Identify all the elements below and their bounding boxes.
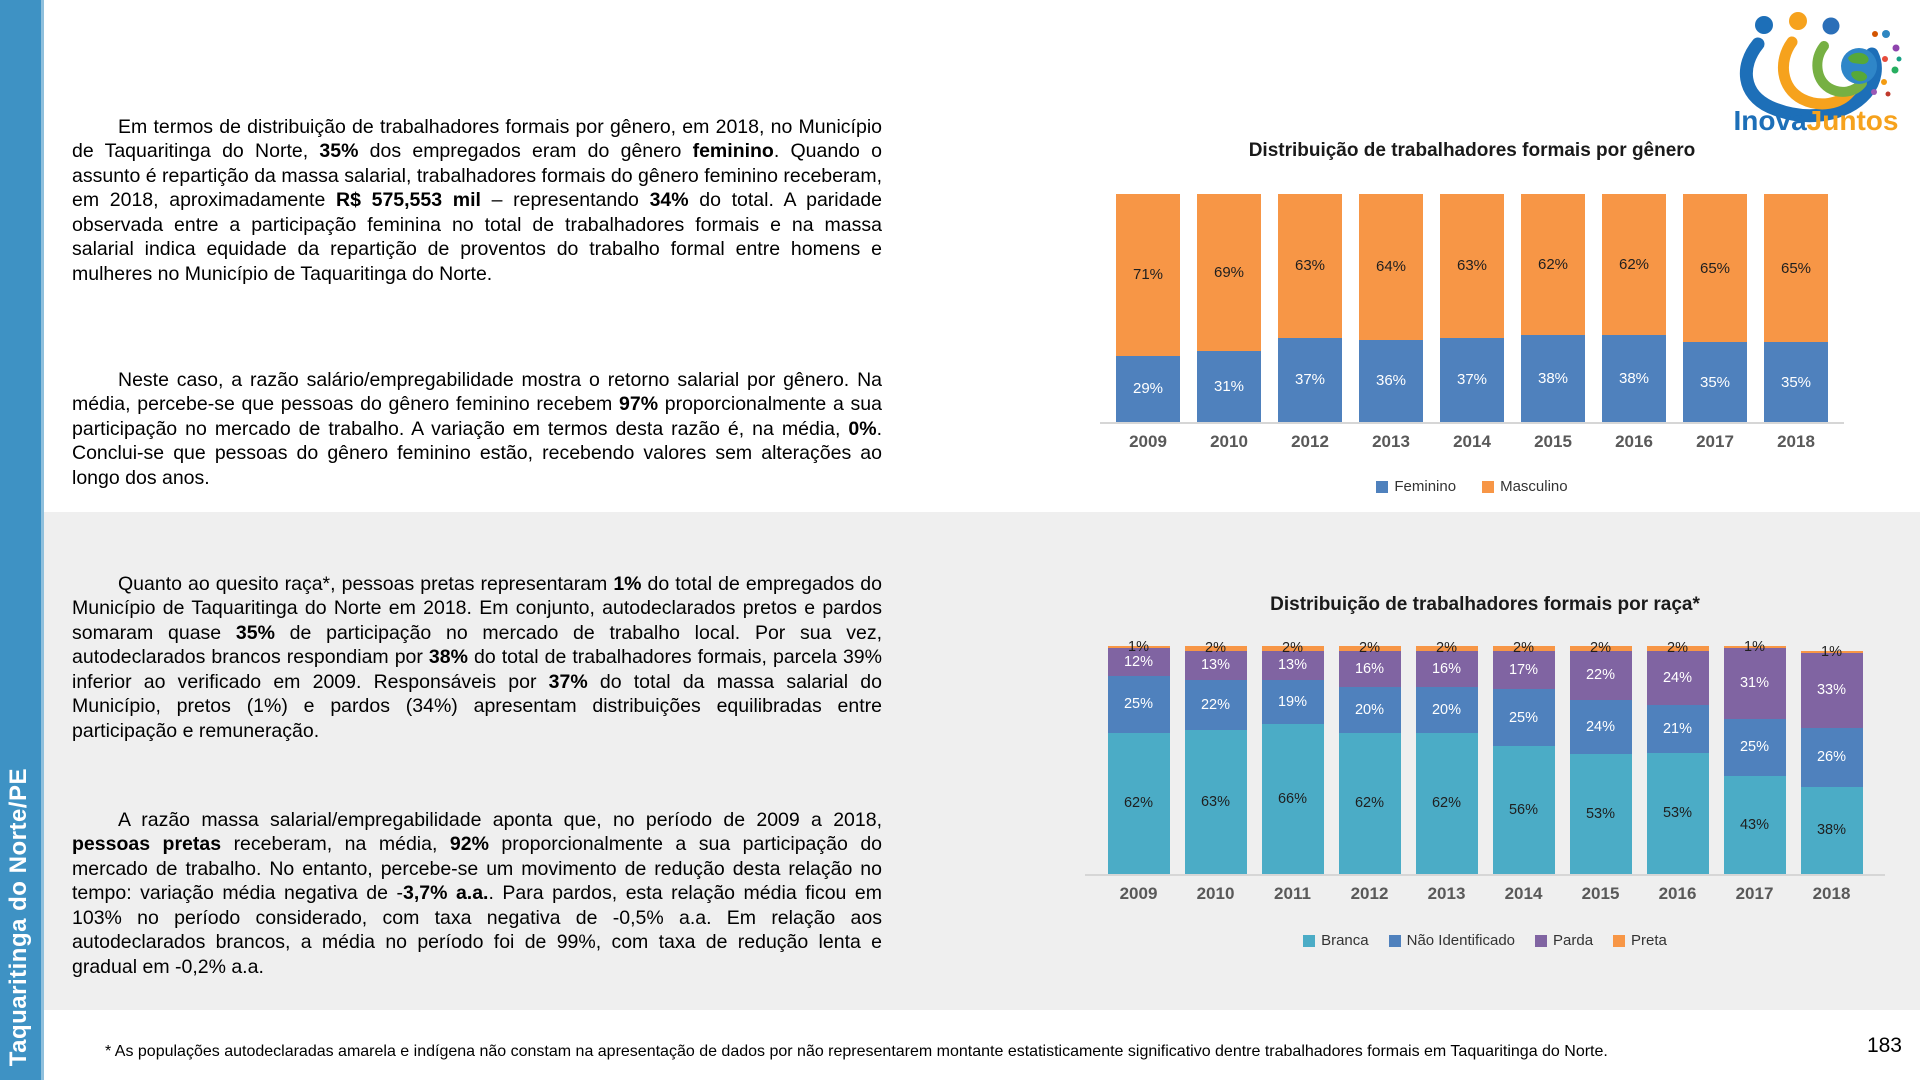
emphasis-text: 0%	[848, 417, 877, 440]
bar-value-label: 26%	[1816, 749, 1847, 766]
category-label: 2014	[1453, 432, 1491, 451]
bar-segment	[1339, 651, 1401, 687]
chart-legend	[1085, 932, 1885, 949]
bar-value-label: 2%	[1667, 640, 1688, 657]
legend-swatch	[1303, 935, 1315, 947]
bar-value-label: 62%	[1431, 795, 1462, 812]
bar-segment	[1440, 338, 1504, 422]
bar-2011	[1262, 640, 1324, 874]
legend-label: Preta	[1631, 932, 1667, 949]
bar-segment	[1647, 753, 1709, 874]
legend-swatch	[1389, 935, 1401, 947]
emphasis-text: 92%	[449, 833, 489, 855]
bar-value-label: 62%	[1123, 795, 1154, 812]
logo-graphic	[1728, 4, 1906, 136]
bar-value-label: 38%	[1618, 370, 1650, 388]
bar-segment	[1262, 724, 1324, 874]
bar-segment	[1801, 653, 1863, 728]
bar-value-label: 1%	[1821, 643, 1842, 660]
bar-2010	[1197, 194, 1261, 422]
bar-value-label: 63%	[1456, 257, 1488, 275]
body-text: Em termos de distribuição de trabalhadores formais por gênero, em 2018, no Município de Taquaritinga do Norte,	[72, 115, 882, 162]
bar-value-label: 21%	[1662, 720, 1693, 737]
chart-categories	[1100, 432, 1844, 452]
bar-2013	[1359, 194, 1423, 422]
logo-wordmark: InovaJuntos	[1733, 105, 1899, 136]
bar-value-label: 16%	[1431, 660, 1462, 677]
bar-value-label: 16%	[1354, 660, 1385, 677]
bar-2012	[1339, 640, 1401, 874]
bar-2017	[1683, 194, 1747, 422]
bar-segment	[1493, 746, 1555, 874]
bar-2012	[1278, 194, 1342, 422]
legend-item	[1482, 478, 1568, 495]
bar-value-label: 56%	[1508, 801, 1539, 818]
bar-segment	[1602, 335, 1666, 422]
bar-value-label: 53%	[1585, 805, 1616, 822]
bar-segment	[1647, 640, 1709, 657]
category-label: 2017	[1696, 432, 1734, 451]
globe-icon	[1841, 48, 1877, 84]
category-label: 2013	[1427, 884, 1466, 903]
bar-2015	[1521, 194, 1585, 422]
bar-value-label: 38%	[1537, 370, 1569, 388]
bar-value-label: 63%	[1294, 257, 1326, 275]
body-text: A razão massa salarial/empregabilidade aponta que, no período de 2009 a 2018,	[118, 808, 882, 831]
bar-segment	[1339, 640, 1401, 657]
bar-value-label: 64%	[1375, 258, 1407, 276]
bar-segment	[1339, 687, 1401, 733]
bar-2016	[1602, 194, 1666, 422]
bar-value-label: 24%	[1585, 719, 1616, 736]
bar-segment	[1683, 194, 1747, 342]
bar-segment	[1108, 638, 1170, 655]
bar-2014	[1493, 640, 1555, 874]
bar-segment	[1602, 194, 1666, 335]
bar-value-label: 20%	[1431, 701, 1462, 718]
bar-value-label: 20%	[1354, 701, 1385, 718]
bar-value-label: 13%	[1277, 657, 1308, 674]
category-label: 2009	[1119, 884, 1158, 903]
legend-label: Feminino	[1394, 478, 1457, 495]
bar-segment	[1764, 194, 1828, 342]
page-number: 183	[1866, 1034, 1902, 1057]
bar-value-label: 33%	[1816, 682, 1847, 699]
bar-segment	[1416, 651, 1478, 687]
paragraph-race-ratio	[72, 808, 882, 980]
bar-value-label: 37%	[1294, 371, 1326, 389]
bar-value-label: 22%	[1200, 697, 1231, 714]
bar-segment	[1724, 648, 1786, 719]
bar-segment	[1185, 640, 1247, 657]
bar-value-label: 22%	[1585, 667, 1616, 684]
body-text: dos empregados eram do gênero	[358, 140, 693, 162]
bar-2009	[1108, 638, 1170, 874]
chart-title: Distribuição de trabalhadores formais por raça*	[1270, 594, 1700, 615]
bar-segment	[1724, 776, 1786, 874]
bar-segment	[1416, 733, 1478, 874]
bar-2013	[1416, 640, 1478, 874]
bar-segment	[1493, 689, 1555, 746]
emphasis-text: R$ 575,553 mil	[336, 189, 481, 211]
bar-value-label: 24%	[1662, 669, 1693, 686]
legend-label: Parda	[1553, 932, 1594, 949]
chart-plot	[1100, 194, 1844, 424]
bar-segment	[1647, 651, 1709, 706]
bar-value-label: 2%	[1359, 640, 1380, 657]
bar-value-label: 25%	[1739, 739, 1770, 756]
emphasis-text: pessoas pretas	[72, 833, 222, 855]
bar-segment	[1440, 194, 1504, 338]
bar-value-label: 31%	[1213, 378, 1245, 396]
bar-segment	[1116, 356, 1180, 422]
inovajuntos-logo	[1728, 4, 1906, 136]
bar-segment	[1416, 640, 1478, 657]
bar-value-label: 1%	[1128, 638, 1149, 655]
bar-value-label: 2%	[1205, 640, 1226, 657]
emphasis-text: 35%	[319, 140, 359, 162]
bar-value-label: 38%	[1816, 822, 1847, 839]
body-text: . Para pardos, esta relação média ficou em 103% no período considerado, com taxa negativa de -0,5% a.a. Em relação aos autodeclarados brancos, a média no período foi de 99%, com taxa de redução lenta e gradual em -0,2% a.a.	[72, 882, 882, 978]
legend-item	[1613, 932, 1667, 949]
bar-value-label: 25%	[1508, 709, 1539, 726]
chart-plot	[1085, 638, 1885, 876]
bar-segment	[1521, 335, 1585, 422]
bar-value-label: 35%	[1780, 373, 1812, 391]
bar-2016	[1647, 640, 1709, 874]
legend-swatch	[1535, 935, 1547, 947]
legend-swatch	[1376, 481, 1388, 493]
bar-segment	[1278, 338, 1342, 422]
category-label: 2014	[1504, 884, 1543, 903]
chart-categories	[1085, 884, 1885, 904]
bar-segment	[1521, 194, 1585, 335]
bar-2015	[1570, 640, 1632, 874]
bar-segment	[1108, 733, 1170, 874]
emphasis-text: 1%	[613, 572, 642, 595]
bar-segment	[1764, 342, 1828, 422]
category-label: 2012	[1350, 884, 1389, 903]
body-text: de participação no mercado de trabalho local. Por sua vez, autodeclarados brancos respondiam por	[72, 621, 882, 668]
body-text: do total de trabalhadores formais, parcela 39% inferior ao verificado em 2009. Responsáveis por	[72, 646, 882, 693]
paragraph-race-distribution	[72, 572, 882, 744]
body-text: receberam, na média,	[221, 833, 450, 855]
emphasis-text: 38%	[428, 646, 468, 668]
bar-segment	[1801, 643, 1863, 660]
legend-label: Masculino	[1500, 478, 1568, 495]
bar-value-label: 65%	[1780, 259, 1812, 277]
bar-2009	[1116, 194, 1180, 422]
bar-segment	[1724, 638, 1786, 655]
bar-segment	[1570, 640, 1632, 657]
legend-label: Não Identificado	[1406, 932, 1516, 949]
category-label: 2011	[1274, 884, 1311, 903]
category-label: 2018	[1777, 432, 1815, 451]
emphasis-text: 37%	[548, 670, 588, 693]
bar-value-label: 53%	[1662, 805, 1693, 822]
emphasis-text: feminino	[692, 140, 774, 162]
bar-2010	[1185, 640, 1247, 874]
body-text: . Quando o assunto é repartição da massa salarial, trabalhadores formais do gênero feminino receberam, em 2018, aproximadamente	[72, 140, 882, 211]
category-label: 2013	[1372, 432, 1410, 451]
legend-item	[1303, 932, 1369, 949]
legend-swatch	[1482, 481, 1494, 493]
sidebar	[0, 0, 44, 1080]
bar-value-label: 62%	[1537, 256, 1569, 274]
bar-value-label: 2%	[1436, 640, 1457, 657]
body-text: Quanto ao quesito raça*, pessoas pretas representaram	[118, 572, 614, 595]
emphasis-text: 35%	[235, 621, 275, 644]
category-label: 2016	[1615, 432, 1653, 451]
bar-value-label: 29%	[1132, 380, 1164, 398]
bar-value-label: 63%	[1200, 793, 1231, 810]
bar-segment	[1197, 194, 1261, 351]
body-text: do total da massa salarial do Município, pretos (1%) e pardos (34%) apresentam distribuições equilibradas entre participação e remuneração.	[72, 670, 882, 742]
bar-value-label: 19%	[1277, 693, 1308, 710]
bar-segment	[1262, 680, 1324, 723]
legend-item	[1389, 932, 1515, 949]
bar-value-label: 36%	[1375, 372, 1407, 390]
paragraph-gender-ratio	[72, 368, 882, 491]
bar-segment	[1570, 651, 1632, 701]
chart-race-distribution	[1085, 594, 1885, 949]
bar-2018	[1801, 643, 1863, 874]
legend-item	[1376, 478, 1456, 495]
emphasis-text: 3,7% a.a.	[402, 882, 489, 904]
bar-segment	[1262, 640, 1324, 657]
bar-value-label: 69%	[1213, 264, 1245, 282]
bar-value-label: 62%	[1354, 795, 1385, 812]
emphasis-text: 34%	[649, 189, 689, 211]
chart-title: Distribuição de trabalhadores formais por gênero	[1248, 140, 1696, 161]
bar-segment	[1570, 700, 1632, 754]
bar-value-label: 65%	[1699, 259, 1731, 277]
bar-segment	[1185, 730, 1247, 874]
category-label: 2009	[1129, 432, 1167, 451]
bar-2018	[1764, 194, 1828, 422]
bar-segment	[1278, 194, 1342, 338]
body-text: – representando	[480, 189, 650, 211]
body-text: Neste caso, a razão salário/empregabilidade mostra o retorno salarial por gênero. Na média, percebe-se que pessoas do gênero feminino recebem	[72, 368, 882, 415]
bar-value-label: 31%	[1739, 675, 1770, 692]
bar-value-label: 66%	[1277, 790, 1308, 807]
body-text: do total de empregados do Município de Taquaritinga do Norte em 2018. Em conjunto, autodeclarados pretos e pardos somaram quase	[72, 572, 882, 644]
category-label: 2018	[1812, 884, 1851, 903]
bar-segment	[1116, 194, 1180, 356]
legend-swatch	[1613, 935, 1625, 947]
bar-value-label: 2%	[1513, 640, 1534, 657]
bar-value-label: 43%	[1739, 816, 1770, 833]
bar-value-label: 25%	[1123, 695, 1154, 712]
bar-segment	[1416, 687, 1478, 733]
body-text: proporcionalmente a sua participação no mercado de trabalho. A variação em termos desta razão é, na média,	[72, 393, 882, 440]
bar-segment	[1185, 680, 1247, 730]
footnote: * As populações autodeclaradas amarela e indígena não constam na apresentação de dados por não representarem montante estatisticamente significativo dentre trabalhadores formais em Taquaritinga do Norte.	[105, 1043, 1608, 1060]
bar-segment	[1197, 351, 1261, 422]
body-text: do total. A paridade observada entre a participação feminina no total de trabalhadores formais e na massa salarial indica equidade da repartição de proventos do trabalho formal entre homens e mulheres no Município de Taquaritinga do Norte.	[72, 189, 882, 285]
category-label: 2012	[1291, 432, 1329, 451]
bar-segment	[1493, 651, 1555, 690]
bar-value-label: 13%	[1200, 657, 1231, 674]
body-text: proporcionalmente a sua participação do mercado de trabalho. No entanto, percebe-se um movimento de redução desta relação no tempo: variação média negativa de -	[72, 833, 883, 904]
bar-value-label: 2%	[1590, 640, 1611, 657]
chart-legend	[1100, 478, 1844, 495]
bar-value-label: 12%	[1123, 653, 1154, 670]
category-label: 2015	[1534, 432, 1572, 451]
sidebar-municipality-label: Taquaritinga do Norte/PE	[5, 767, 32, 1066]
bar-value-label: 62%	[1618, 256, 1650, 274]
body-text: . Conclui-se que pessoas do gênero feminino estão, recebendo valores sem alterações ao longo dos anos.	[72, 417, 882, 489]
category-label: 2016	[1658, 884, 1697, 903]
bar-segment	[1801, 787, 1863, 874]
bar-value-label: 71%	[1132, 266, 1164, 284]
legend-item	[1535, 932, 1593, 949]
bar-segment	[1683, 342, 1747, 422]
bar-segment	[1493, 640, 1555, 657]
bar-value-label: 37%	[1456, 371, 1488, 389]
category-label: 2017	[1735, 884, 1774, 903]
bar-segment	[1801, 728, 1863, 787]
bar-segment	[1570, 754, 1632, 874]
category-label: 2015	[1581, 884, 1620, 903]
chart-gender-distribution	[1100, 140, 1844, 495]
bar-segment	[1359, 194, 1423, 340]
bar-segment	[1339, 733, 1401, 874]
bar-value-label: 35%	[1699, 373, 1731, 391]
bar-2017	[1724, 638, 1786, 874]
category-label: 2010	[1196, 884, 1235, 903]
bar-segment	[1724, 719, 1786, 776]
bar-segment	[1647, 705, 1709, 753]
emphasis-text: 97%	[619, 393, 659, 415]
bar-value-label: 2%	[1282, 640, 1303, 657]
paragraph-gender-distribution	[72, 115, 882, 287]
bar-value-label: 17%	[1508, 661, 1539, 678]
bar-2014	[1440, 194, 1504, 422]
bar-segment	[1359, 340, 1423, 422]
bar-value-label: 1%	[1744, 638, 1765, 655]
bar-segment	[1108, 676, 1170, 733]
legend-label: Branca	[1321, 932, 1369, 949]
category-label: 2010	[1210, 432, 1248, 451]
